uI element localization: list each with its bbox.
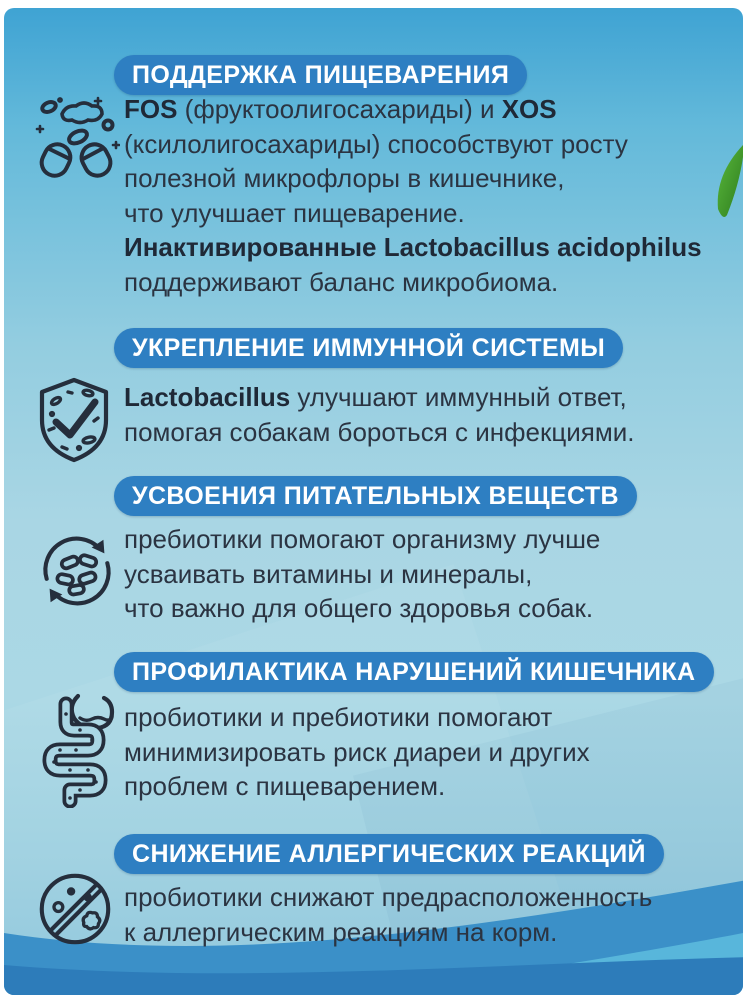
body-line: поддерживают баланс микробиома.: [124, 266, 559, 297]
section-body: [124, 522, 600, 626]
section-title-pill: [114, 834, 664, 874]
intestines-icon: [32, 688, 120, 808]
absorption-cycle-icon: [32, 526, 122, 616]
body-line: к аллергическим реакциям на корм.: [124, 916, 558, 947]
section-title: ПРОФИЛАКТИКА НАРУШЕНИЙ КИШЕЧНИКА: [132, 658, 696, 686]
body-line: усваивать витамины и минералы,: [124, 558, 533, 589]
section-title: СНИЖЕНИЕ АЛЛЕРГИЧЕСКИХ РЕАКЦИЙ: [132, 840, 646, 868]
body-line: что улучшает пищеварение.: [124, 197, 465, 228]
body-line: пребиотики помогают организму лучше: [124, 524, 601, 554]
body-line: полезной микрофлоры в кишечнике,: [124, 163, 565, 193]
body-line: проблем с пищеварением.: [124, 771, 446, 801]
body-line: FOS (фруктоолигосахариды) и XOS: [124, 94, 557, 124]
section-body: [124, 880, 652, 949]
section-title-pill: [114, 476, 637, 516]
body-line: пробиотики и пребиотики помогают: [124, 702, 553, 732]
section-title: УКРЕПЛЕНИЕ ИММУННОЙ СИСТЕМЫ: [132, 334, 606, 362]
section-title-pill: [114, 55, 527, 95]
section-body: [124, 380, 634, 449]
no-allergy-icon: [32, 866, 118, 952]
section-body: [124, 700, 590, 804]
gradient-background: [4, 8, 743, 995]
section-body: [124, 92, 702, 299]
section-title-pill: [114, 328, 623, 368]
body-line: пробиотики снижают предрасположенность: [124, 882, 653, 912]
body-line: Lactobacillus улучшают иммунный ответ,: [124, 382, 627, 412]
spilled-capsule-probiotics-icon: [32, 92, 120, 184]
shield-check-immunity-icon: [32, 374, 116, 466]
body-line: что важно для общего здоровья собак.: [124, 593, 594, 623]
leaf-icon: [713, 145, 743, 223]
body-line: (ксилолигосахариды) способствуют росту: [124, 128, 628, 159]
body-line: Инактивированные Lactobacillus acidophilus: [124, 232, 702, 262]
section-title: УСВОЕНИЯ ПИТАТЕЛЬНЫХ ВЕЩЕСТВ: [132, 482, 619, 510]
section-title-pill: [114, 652, 714, 692]
section-title: ПОДДЕРЖКА ПИЩЕВАРЕНИЯ: [132, 61, 510, 89]
body-line: минимизировать риск диареи и других: [124, 736, 590, 767]
body-line: помогая собакам бороться с инфекциями.: [124, 416, 635, 447]
